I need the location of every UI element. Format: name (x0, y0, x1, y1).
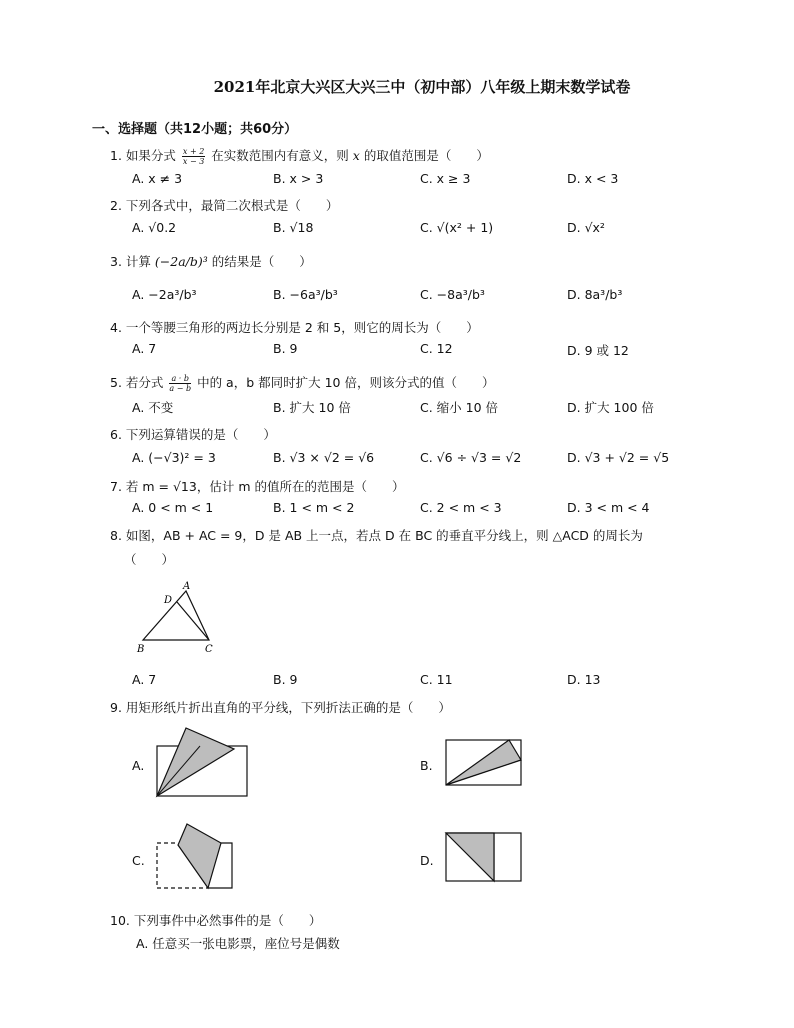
section-heading: 一、选择题（共12小题；共60分） (92, 122, 298, 137)
q8-option-d[interactable]: D. 13 (567, 672, 601, 687)
q7-option-a[interactable]: A. 0 < m < 1 (132, 500, 214, 515)
q3-option-c[interactable]: C. −8a³/b³ (420, 287, 485, 302)
label-c: C (205, 644, 213, 655)
question-8-paren: （ ） (124, 552, 175, 567)
label-b: B (137, 644, 145, 655)
q3-stem-a: 3. 计算 (110, 254, 151, 269)
q3-option-b[interactable]: B. −6a³/b³ (273, 287, 338, 302)
q3-option-a[interactable]: A. −2a³/b³ (132, 287, 197, 302)
q3-stem-b: 的结果是（ ） (211, 254, 312, 269)
q6-option-d[interactable]: D. √3 + √2 = √5 (567, 450, 670, 465)
q5-frac-num: a · b (169, 374, 191, 384)
q1-stem-c: 的取值范围是（ ） (363, 148, 489, 163)
fold-figure-d (446, 833, 521, 881)
q2-option-b[interactable]: B. √18 (273, 220, 314, 235)
q1-frac-den: x − 3 (182, 157, 205, 166)
q1-stem-a: 1. 如果分式 (110, 148, 176, 163)
q1-frac-num: x + 2 (182, 147, 205, 156)
q2-option-a[interactable]: A. √0.2 (132, 220, 177, 235)
q5-stem-a: 5. 若分式 (110, 375, 164, 390)
label-d: D (164, 595, 173, 606)
q9-option-d[interactable]: D. (420, 853, 434, 868)
q9-option-c[interactable]: C. (132, 853, 145, 868)
q5-option-d[interactable]: D. 扩大 100 倍 (567, 400, 654, 415)
q10-option-a[interactable]: A. 任意买一张电影票，座位号是偶数 (136, 936, 340, 951)
fold-figure-c (157, 824, 232, 888)
question-2: 2. 下列各式中，最简二次根式是（ ） (110, 198, 339, 213)
q6-option-b[interactable]: B. √3 × √2 = √6 (273, 450, 375, 465)
q5-stem-b: 中的 a，b 都同时扩大 10 倍，则该分式的值（ ） (197, 375, 495, 390)
question-7: 7. 若 m = √13，估计 m 的值所在的范围是（ ） (110, 479, 405, 494)
q1-option-d[interactable]: D. x < 3 (567, 171, 619, 186)
label-a: A (183, 581, 191, 592)
q6-option-c[interactable]: C. √6 ÷ √3 = √2 (420, 450, 522, 465)
q4-option-c[interactable]: C. 12 (420, 341, 453, 356)
question-10: 10. 下列事件中必然事件的是（ ） (110, 913, 322, 928)
q4-option-b[interactable]: B. 9 (273, 341, 298, 356)
fold-figure-b (446, 740, 521, 785)
q8-option-a[interactable]: A. 7 (132, 672, 157, 687)
q2-option-d[interactable]: D. √x² (567, 220, 605, 235)
q2-option-c[interactable]: C. √(x² + 1) (420, 220, 494, 235)
q7-option-c[interactable]: C. 2 < m < 3 (420, 500, 502, 515)
q1-var: x (352, 148, 360, 163)
q1-option-a[interactable]: A. x ≠ 3 (132, 171, 183, 186)
question-9: 9. 用矩形纸片折出直角的平分线，下列折法正确的是（ ） (110, 700, 451, 715)
q5-option-a[interactable]: A. 不变 (132, 400, 174, 415)
q8-option-c[interactable]: C. 11 (420, 672, 453, 687)
q9-option-a[interactable]: A. (132, 758, 145, 773)
q5-frac-den: a − b (169, 384, 192, 393)
q7-option-d[interactable]: D. 3 < m < 4 (567, 500, 650, 515)
q1-option-c[interactable]: C. x ≥ 3 (420, 171, 471, 186)
question-8: 8. 如图，AB + AC = 9，D 是 AB 上一点，若点 D 在 BC 的垂直平分线上，则 △ACD 的周长为 (110, 528, 643, 543)
q9-option-b[interactable]: B. (420, 758, 433, 773)
page-title: 2021年北京大兴区大兴三中（初中部）八年级上期末数学试卷 (213, 78, 631, 96)
q4-option-a[interactable]: A. 7 (132, 341, 157, 356)
q5-option-b[interactable]: B. 扩大 10 倍 (273, 400, 351, 415)
q7-option-b[interactable]: B. 1 < m < 2 (273, 500, 355, 515)
q5-option-c[interactable]: C. 缩小 10 倍 (420, 400, 499, 415)
q8-option-b[interactable]: B. 9 (273, 672, 298, 687)
question-6: 6. 下列运算错误的是（ ） (110, 427, 276, 442)
question-4: 4. 一个等腰三角形的两边长分别是 2 和 5，则它的周长为（ ） (110, 320, 479, 335)
q6-option-a[interactable]: A. (−√3)² = 3 (132, 450, 216, 465)
fold-figure-a (157, 728, 247, 796)
q3-option-d[interactable]: D. 8a³/b³ (567, 287, 623, 302)
q3-expression: (−2a/b)³ (154, 254, 208, 269)
q1-option-b[interactable]: B. x > 3 (273, 171, 324, 186)
q4-option-d[interactable]: D. 9 或 12 (567, 343, 629, 358)
q1-stem-b: 在实数范围内有意义，则 (211, 148, 349, 163)
